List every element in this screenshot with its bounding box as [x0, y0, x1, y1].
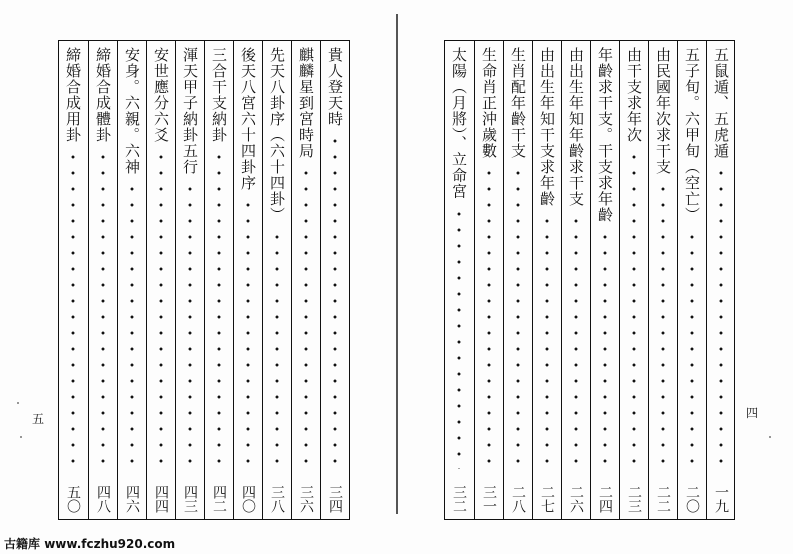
toc-entry-title: 先天八卦序（六十四卦） — [268, 47, 286, 223]
toc-leader-dots — [333, 133, 337, 469]
toc-entry — [204, 41, 233, 519]
toc-entry — [677, 41, 706, 519]
toc-entry — [619, 41, 648, 519]
toc-leader-dots — [457, 206, 461, 469]
toc-leader-dots — [188, 181, 192, 469]
toc-leader-dots — [574, 213, 578, 469]
toc-entry-page-number: 二七 — [539, 485, 555, 513]
toc-entry-page-number: 四三 — [182, 485, 198, 513]
toc-entry-title: 年齡求干支。干支求年齡 — [596, 47, 614, 223]
toc-entry-title: 太陽（月將）、立命宮 — [450, 47, 468, 200]
toc-leader-dots — [159, 149, 163, 469]
toc-entry — [503, 41, 532, 519]
toc-entry-page-number: 一九 — [713, 485, 729, 513]
toc-entry-title: 渾天甲子納卦五行 — [181, 47, 199, 175]
toc-leader-dots — [603, 229, 607, 469]
toc-entry-title: 生肖配年齡干支 — [509, 47, 527, 159]
watermark-footer — [4, 535, 175, 552]
toc-leader-dots — [246, 197, 250, 469]
toc-entry-page-number: 二四 — [597, 485, 613, 513]
toc-entry-page-number: 四四 — [153, 485, 169, 513]
toc-entry-page-number: 五〇 — [65, 485, 81, 513]
scan-speck — [20, 436, 22, 438]
toc-entry-title: 由干支求年次 — [625, 47, 643, 143]
watermark-site-name: 古籍库 — [4, 537, 41, 551]
toc-entry — [474, 41, 503, 519]
toc-entry-title: 締婚合成體卦 — [94, 47, 112, 143]
toc-leader-dots — [275, 229, 279, 469]
toc-entry-page-number: 四二 — [211, 485, 227, 513]
left-page-toc — [58, 40, 350, 520]
toc-leader-dots — [632, 149, 636, 469]
toc-entry — [175, 41, 204, 519]
toc-leader-dots — [516, 165, 520, 469]
toc-leader-dots — [719, 165, 723, 469]
toc-leader-dots — [545, 213, 549, 469]
toc-entry — [233, 41, 262, 519]
watermark-url: www.fczhu920.com — [44, 537, 176, 551]
toc-entry — [59, 41, 87, 519]
toc-entry — [532, 41, 561, 519]
toc-entry — [291, 41, 320, 519]
toc-leader-dots — [71, 149, 75, 469]
toc-entry — [590, 41, 619, 519]
toc-entry — [146, 41, 175, 519]
right-page-folio: 四 — [746, 406, 759, 420]
toc-entry-page-number: 三二 — [451, 485, 467, 513]
toc-leader-dots — [304, 165, 308, 469]
toc-entry-title: 貴人登天時 — [326, 47, 344, 127]
toc-entry-title: 由出生年知年齡求干支 — [567, 47, 585, 207]
toc-entry-page-number: 三一 — [481, 485, 497, 513]
toc-entry — [445, 41, 473, 519]
toc-entry — [117, 41, 146, 519]
toc-leader-dots — [130, 181, 134, 469]
toc-entry-title: 後天八宮六十四卦序 — [239, 47, 257, 191]
toc-entry — [706, 41, 735, 519]
toc-entry-page-number: 二二 — [655, 485, 671, 513]
toc-entry-title: 三合干支納卦 — [210, 47, 228, 143]
toc-leader-dots — [217, 149, 221, 469]
toc-entry-page-number: 二八 — [510, 485, 526, 513]
toc-entry-title: 安世應分六爻 — [152, 47, 170, 143]
right-page-toc — [444, 40, 735, 520]
toc-entry — [320, 41, 349, 519]
toc-entry-page-number: 二〇 — [684, 485, 700, 513]
toc-entry-page-number: 四八 — [95, 485, 111, 513]
toc-entry-page-number: 二三 — [626, 485, 642, 513]
toc-entry-title: 由民國年次求干支 — [654, 47, 672, 175]
toc-leader-dots — [101, 149, 105, 469]
toc-entry-title: 五鼠遁、五虎遁 — [712, 47, 730, 159]
scan-speck — [17, 402, 19, 404]
toc-entry-title: 由出生年知干支求年齡 — [538, 47, 556, 207]
toc-entry-title: 締婚合成用卦 — [64, 47, 82, 143]
toc-entry-page-number: 三八 — [269, 485, 285, 513]
toc-entry — [648, 41, 677, 519]
toc-entry-page-number: 二六 — [568, 485, 584, 513]
page-gutter — [396, 14, 398, 514]
toc-entry-title: 五子旬。六甲旬（空亡） — [683, 47, 701, 223]
toc-entry-title: 安身。六親。六神 — [123, 47, 141, 175]
scan-speck — [769, 436, 771, 438]
toc-entry-title: 生命肖正沖歲數 — [480, 47, 498, 159]
toc-entry — [561, 41, 590, 519]
toc-entry-page-number: 四六 — [124, 485, 140, 513]
toc-entry-page-number: 四〇 — [240, 485, 256, 513]
toc-entry-page-number: 三四 — [327, 485, 343, 513]
toc-entry — [88, 41, 117, 519]
toc-leader-dots — [690, 229, 694, 469]
toc-entry — [262, 41, 291, 519]
toc-leader-dots — [661, 181, 665, 469]
toc-leader-dots — [487, 165, 491, 469]
toc-entry-page-number: 三六 — [298, 485, 314, 513]
left-page-folio: 五 — [32, 412, 45, 426]
toc-entry-title: 麒麟星到宮時局 — [297, 47, 315, 159]
